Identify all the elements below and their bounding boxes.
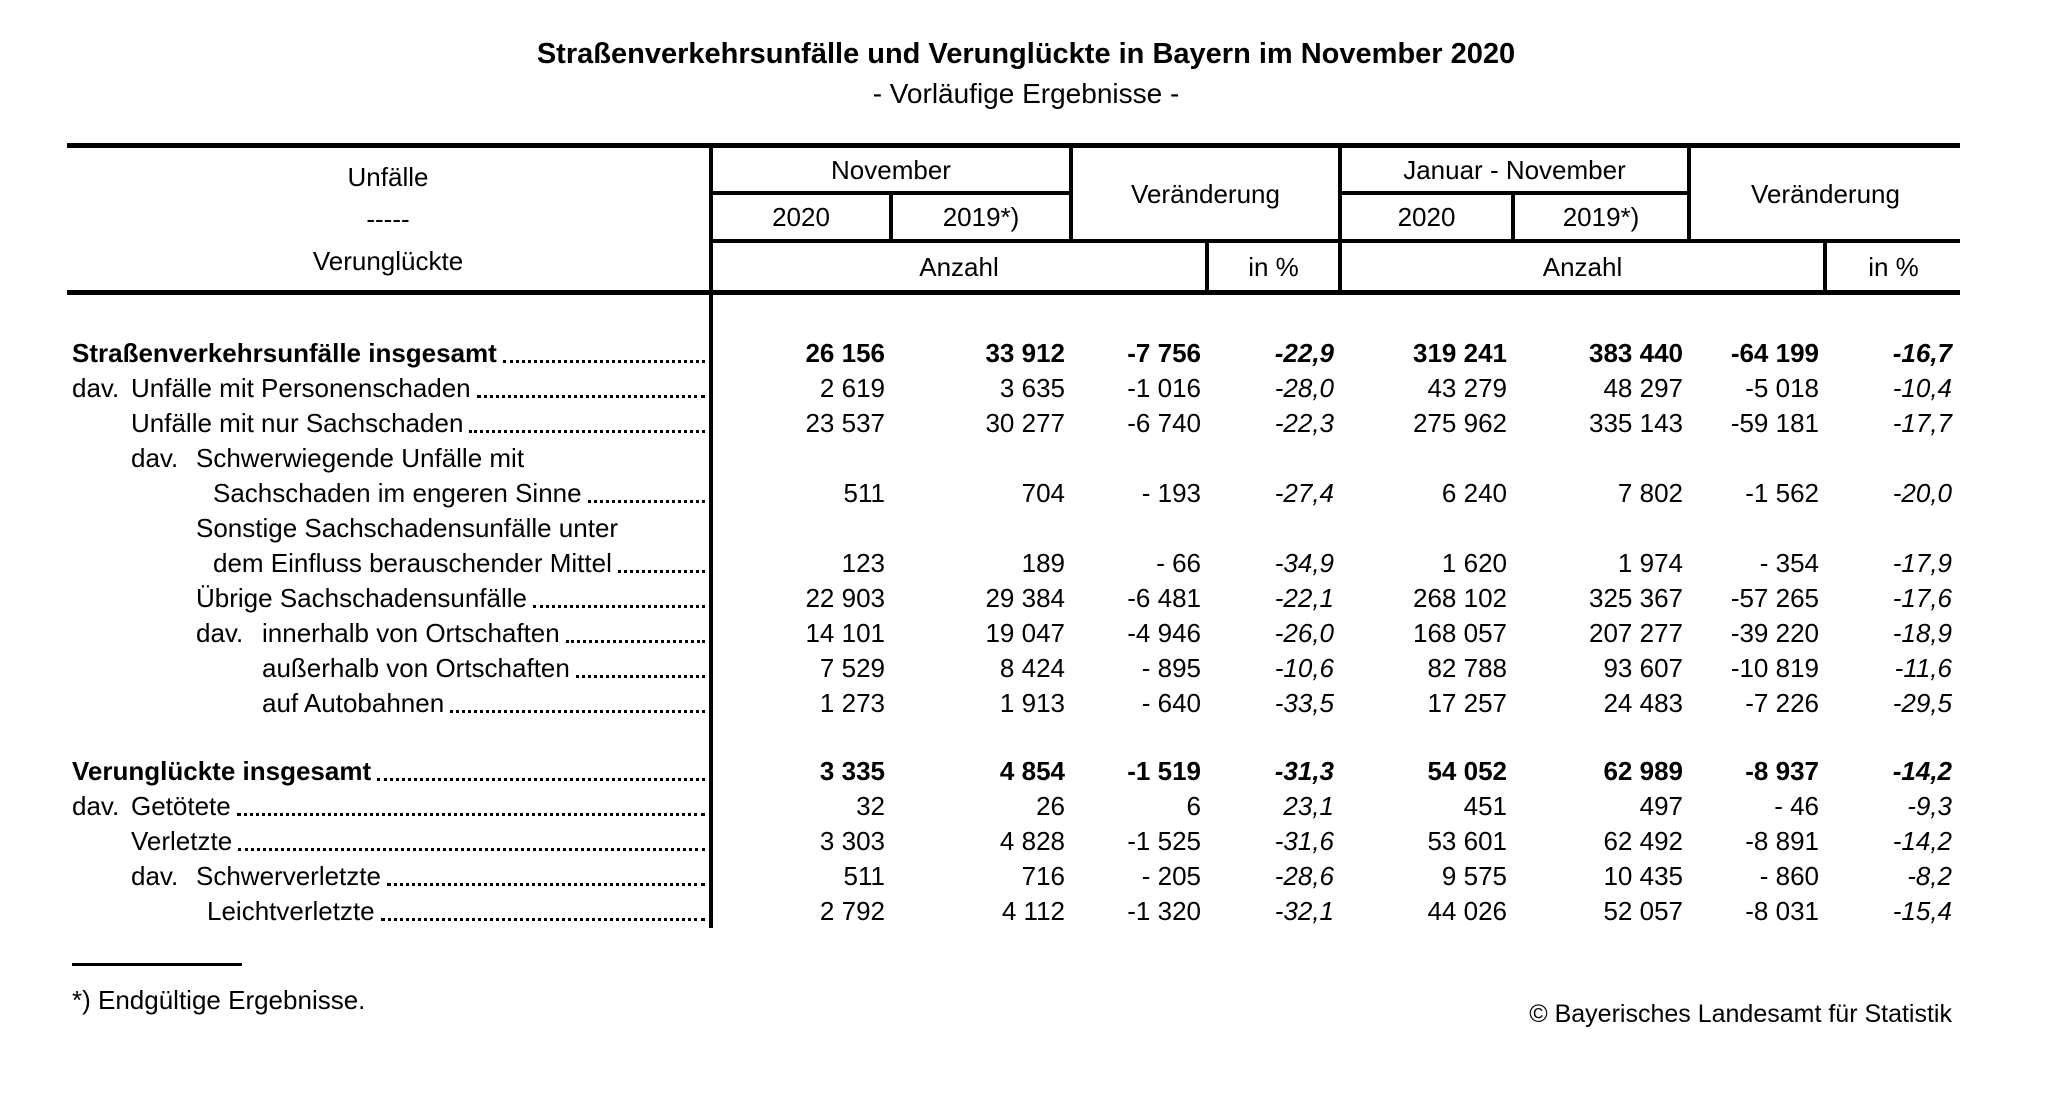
row-label: Übrige Sachschadensunfälle: [196, 582, 527, 613]
value-cell: -29,5: [1892, 687, 1952, 718]
value-cell: 93 607: [1603, 652, 1683, 683]
value-cell: 9 575: [1441, 860, 1507, 891]
value-cell: 168 057: [1413, 617, 1507, 648]
row-label-cell: [67, 858, 713, 893]
value-cell: -1 562: [1745, 477, 1819, 508]
value-cell: 189: [1021, 547, 1065, 578]
value-cell: 53 601: [1427, 825, 1507, 856]
dot-leader: [387, 883, 705, 886]
header-change-1: Veränderung: [1073, 148, 1342, 243]
stub-header-line1: Unfälle: [347, 162, 429, 192]
row-label-cell: [67, 440, 713, 475]
stub-divider-line: [709, 295, 713, 928]
value-cell: 23 537: [805, 407, 885, 438]
dot-leader: [588, 500, 705, 503]
table-header: [67, 143, 1960, 295]
value-cell: 704: [1021, 477, 1065, 508]
row-label-cell: [67, 580, 713, 615]
value-cell: 4 112: [1001, 895, 1065, 926]
row-label: Sachschaden im engeren Sinne: [213, 477, 582, 508]
value-cell: 1 974: [1617, 547, 1683, 578]
dot-leader: [618, 570, 705, 573]
value-cell: -4 946: [1127, 617, 1201, 648]
table-row: [67, 615, 1960, 650]
header-change-2: Veränderung: [1691, 148, 1960, 243]
stub-header-divider: -----: [366, 204, 410, 234]
value-cell: 335 143: [1589, 407, 1683, 438]
value-cell: -5 018: [1745, 372, 1819, 403]
value-cell: 8 424: [999, 652, 1065, 683]
value-cell: -26,0: [1274, 617, 1334, 648]
value-cell: -64 199: [1730, 337, 1819, 368]
dav-prefix: dav.: [72, 790, 120, 821]
header-in-percent-1: in %: [1209, 243, 1342, 290]
row-label-cell: [67, 475, 713, 510]
value-cell: 716: [1021, 860, 1065, 891]
value-cell: 6: [1186, 790, 1201, 821]
value-cell: 123: [841, 547, 885, 578]
value-cell: -28,6: [1274, 860, 1334, 891]
value-cell: -17,9: [1892, 547, 1952, 578]
value-cell: -7 756: [1127, 337, 1201, 368]
table-row: [67, 510, 1960, 545]
dot-leader: [576, 675, 705, 678]
dot-leader: [450, 710, 705, 713]
row-label: Unfälle mit Personenschaden: [131, 372, 471, 403]
dot-leader: [237, 813, 705, 816]
value-cell: -59 181: [1730, 407, 1819, 438]
value-cell: 32: [856, 790, 885, 821]
table-row: [67, 823, 1960, 858]
row-label: Schwerverletzte: [196, 860, 381, 891]
dot-leader: [533, 605, 705, 608]
value-cell: -31,6: [1274, 825, 1334, 856]
value-cell: -34,9: [1274, 547, 1334, 578]
value-cell: 26: [1036, 790, 1065, 821]
dav-prefix: dav.: [72, 372, 120, 403]
value-cell: - 66: [1156, 547, 1201, 578]
header-november: November: [713, 148, 1073, 195]
dav-prefix: dav.: [196, 617, 244, 648]
header-anzahl-1: Anzahl: [713, 243, 1209, 290]
row-label: außerhalb von Ortschaften: [262, 652, 570, 683]
value-cell: 4 828: [999, 825, 1065, 856]
row-label: Leichtverletzte: [207, 895, 375, 926]
value-cell: 511: [843, 860, 885, 891]
dot-leader: [377, 778, 705, 781]
value-cell: 62 492: [1603, 825, 1683, 856]
value-cell: 3 335: [819, 755, 885, 786]
row-label-cell: [67, 685, 713, 720]
value-cell: -6 481: [1127, 582, 1201, 613]
value-cell: -11,6: [1894, 652, 1952, 683]
table-row: [67, 475, 1960, 510]
value-cell: 62 989: [1603, 755, 1683, 786]
value-cell: 1 620: [1441, 547, 1507, 578]
row-label-cell: [67, 405, 713, 440]
value-cell: 43 279: [1427, 372, 1507, 403]
value-cell: -22,1: [1274, 582, 1334, 613]
row-label: Getötete: [131, 790, 231, 821]
footnote-rule: [72, 963, 242, 966]
value-cell: 511: [843, 477, 885, 508]
row-label: Schwerwiegende Unfälle mit: [196, 442, 525, 473]
row-label-cell: [67, 788, 713, 823]
dot-leader: [469, 430, 705, 433]
value-cell: 3 303: [819, 825, 885, 856]
row-label-cell: [67, 545, 713, 580]
value-cell: 7 529: [819, 652, 885, 683]
table-row: [67, 370, 1960, 405]
value-cell: 2 619: [819, 372, 885, 403]
value-cell: 2 792: [819, 895, 885, 926]
value-cell: 7 802: [1617, 477, 1683, 508]
value-cell: -14,2: [1892, 755, 1952, 786]
table-row: [67, 650, 1960, 685]
value-cell: -15,4: [1892, 895, 1952, 926]
value-cell: -17,6: [1892, 582, 1952, 613]
table-row: [67, 545, 1960, 580]
row-label: innerhalb von Ortschaften: [262, 617, 560, 648]
value-cell: -10 819: [1730, 652, 1819, 683]
value-cell: -14,2: [1892, 825, 1952, 856]
value-cell: 14 101: [805, 617, 885, 648]
table-row: [67, 788, 1960, 823]
dav-prefix: dav.: [131, 442, 179, 473]
value-cell: 6 240: [1441, 477, 1507, 508]
value-cell: -32,1: [1274, 895, 1334, 926]
row-label-cell: [67, 615, 713, 650]
value-cell: -7 226: [1745, 687, 1819, 718]
dav-prefix: dav.: [131, 860, 179, 891]
value-cell: 33 912: [985, 337, 1065, 368]
value-cell: -1 320: [1127, 895, 1201, 926]
value-cell: 4 854: [999, 755, 1065, 786]
value-cell: -57 265: [1730, 582, 1819, 613]
value-cell: -8 891: [1745, 825, 1819, 856]
value-cell: -20,0: [1892, 477, 1952, 508]
value-cell: 3 635: [999, 372, 1065, 403]
row-label-cell: [67, 823, 713, 858]
value-cell: -6 740: [1127, 407, 1201, 438]
dot-leader: [503, 360, 705, 363]
value-cell: 30 277: [985, 407, 1065, 438]
value-cell: -9,3: [1907, 790, 1952, 821]
row-label: Sonstige Sachschadensunfälle unter: [196, 512, 619, 543]
value-cell: 29 384: [985, 582, 1065, 613]
value-cell: -22,3: [1274, 407, 1334, 438]
value-cell: -10,4: [1892, 372, 1952, 403]
row-label: Straßenverkehrsunfälle insgesamt: [72, 337, 497, 368]
value-cell: 54 052: [1427, 755, 1507, 786]
value-cell: 268 102: [1413, 582, 1507, 613]
row-label-cell: [67, 510, 713, 545]
header-year-2020-jan-nov: 2020: [1342, 195, 1515, 243]
dot-leader: [566, 640, 705, 643]
table-row: [67, 858, 1960, 893]
value-cell: - 860: [1759, 860, 1819, 891]
page-subtitle: - Vorläufige Ergebnisse -: [872, 78, 1180, 109]
value-cell: -1 525: [1127, 825, 1201, 856]
row-label: Unfälle mit nur Sachschaden: [131, 407, 464, 438]
value-cell: -22,9: [1274, 337, 1334, 368]
statistics-table: [67, 143, 1960, 928]
value-cell: - 205: [1141, 860, 1201, 891]
value-cell: 22 903: [805, 582, 885, 613]
value-cell: -18,9: [1892, 617, 1952, 648]
value-cell: -28,0: [1274, 372, 1334, 403]
stub-header: [67, 148, 713, 290]
value-cell: 383 440: [1589, 337, 1683, 368]
stub-header-line3: Verunglückte: [312, 246, 464, 276]
dot-leader: [477, 395, 705, 398]
value-cell: -16,7: [1892, 337, 1952, 368]
value-cell: 1 273: [819, 687, 885, 718]
value-cell: 1 913: [999, 687, 1065, 718]
copyright: © Bayerisches Landesamt für Statistik: [1529, 1000, 1952, 1028]
row-label-cell: [67, 893, 713, 928]
header-january-november: Januar - November: [1342, 148, 1691, 195]
value-cell: 497: [1639, 790, 1683, 821]
value-cell: 52 057: [1603, 895, 1683, 926]
row-label-cell: [67, 753, 713, 788]
value-cell: -1 016: [1127, 372, 1201, 403]
value-cell: -33,5: [1274, 687, 1334, 718]
value-cell: 325 367: [1589, 582, 1683, 613]
row-label-cell: [67, 650, 713, 685]
value-cell: 44 026: [1427, 895, 1507, 926]
table-row: [67, 580, 1960, 615]
table-row: [67, 893, 1960, 928]
value-cell: -8,2: [1907, 860, 1952, 891]
value-cell: - 354: [1759, 547, 1819, 578]
row-label-cell: [67, 335, 713, 370]
row-label: auf Autobahnen: [262, 687, 445, 718]
value-cell: - 193: [1141, 477, 1201, 508]
value-cell: 19 047: [985, 617, 1065, 648]
value-cell: -10,6: [1274, 652, 1334, 683]
dot-leader: [381, 918, 705, 921]
row-label: Verletzte: [131, 825, 233, 856]
header-in-percent-2: in %: [1868, 251, 1919, 282]
value-cell: 82 788: [1427, 652, 1507, 683]
header-year-2020-nov: 2020: [713, 195, 893, 243]
value-cell: 207 277: [1589, 617, 1683, 648]
row-label: Verunglückte insgesamt: [72, 755, 372, 786]
value-cell: 24 483: [1603, 687, 1683, 718]
value-cell: 23,1: [1283, 790, 1334, 821]
value-cell: 10 435: [1603, 860, 1683, 891]
value-cell: -1 519: [1127, 755, 1201, 786]
table-row: [67, 440, 1960, 475]
value-cell: 48 297: [1603, 372, 1683, 403]
row-label-cell: [67, 370, 713, 405]
table-row: [67, 685, 1960, 720]
value-cell: -31,3: [1274, 755, 1334, 786]
table-row: [67, 295, 1960, 370]
value-cell: 319 241: [1413, 337, 1507, 368]
value-cell: - 46: [1774, 790, 1819, 821]
value-cell: 275 962: [1413, 407, 1507, 438]
value-cell: - 640: [1141, 687, 1201, 718]
value-cell: -17,7: [1892, 407, 1952, 438]
header-year-2019-jan-nov: 2019*): [1515, 195, 1691, 243]
value-cell: 26 156: [805, 337, 885, 368]
header-anzahl-2: Anzahl: [1342, 243, 1827, 290]
value-cell: -8 031: [1745, 895, 1819, 926]
row-label: dem Einfluss berauschender Mittel: [213, 547, 612, 578]
value-cell: 17 257: [1427, 687, 1507, 718]
table-body: [67, 295, 1960, 928]
table-row: [67, 405, 1960, 440]
footnote: *) Endgültige Ergebnisse.: [72, 985, 366, 1015]
value-cell: -39 220: [1730, 617, 1819, 648]
header-year-2019-nov: 2019*): [893, 195, 1073, 243]
value-cell: 451: [1463, 790, 1507, 821]
table-row: [67, 720, 1960, 788]
dot-leader: [238, 848, 705, 851]
value-cell: - 895: [1141, 652, 1201, 683]
value-cell: -27,4: [1274, 477, 1334, 508]
page-title: Straßenverkehrsunfälle und Verunglückte in Bayern im November 2020: [536, 38, 1516, 70]
value-cell: -8 937: [1745, 755, 1819, 786]
